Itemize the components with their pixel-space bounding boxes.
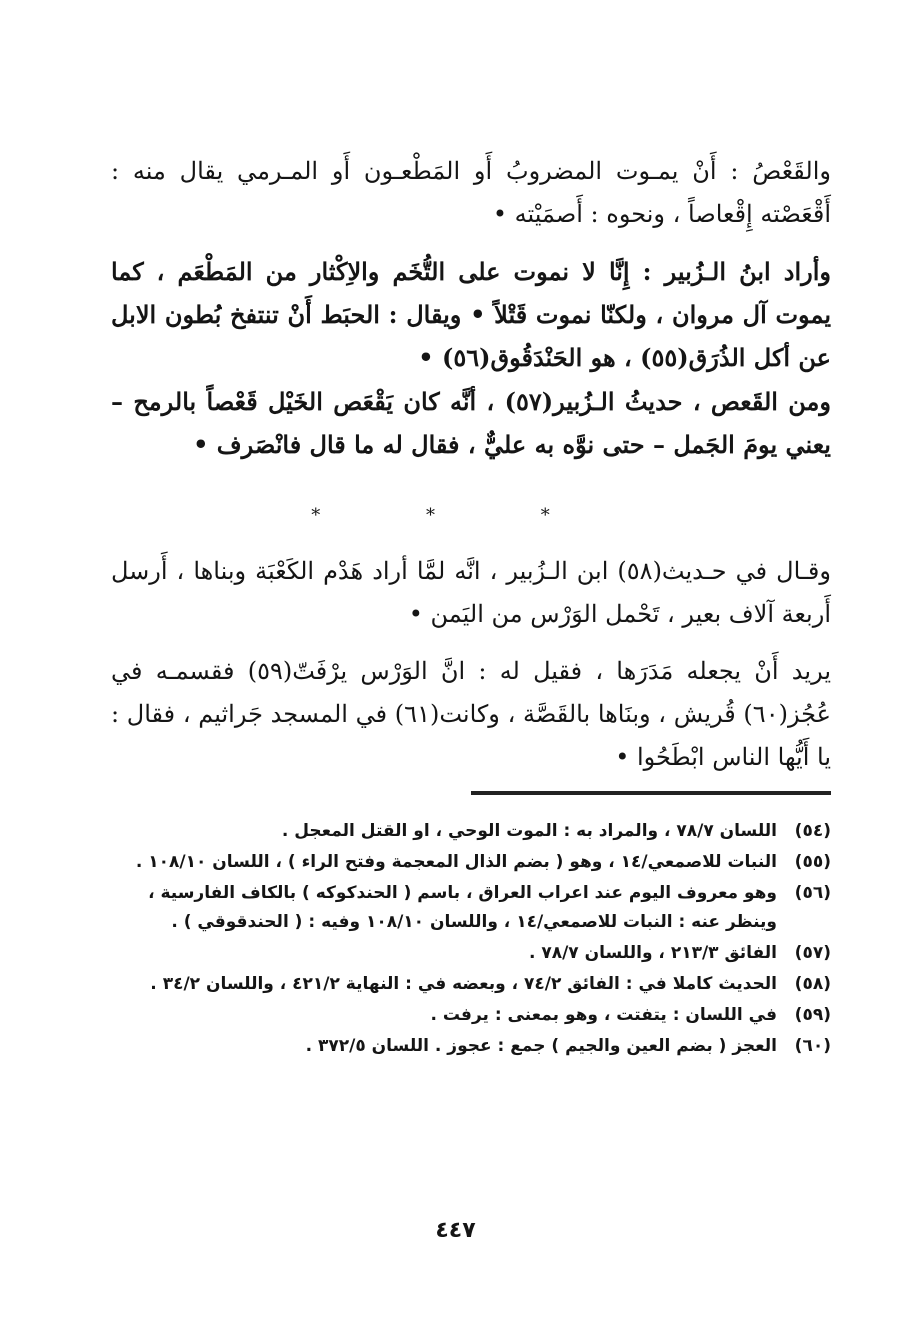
paragraph-text: وقـال في حـديث(٥٨) ابن الـزُبير ، انَّه لمَّا أراد هَدْم الكَعْبَة وبناها ، أَرسل أَربعة آلاف بعير ، تَحْمل الوَرْس من اليَمن • bbox=[111, 557, 831, 628]
footnote-text: في اللسان : يتفتت ، وهو بمعنى : يرفت . bbox=[430, 1005, 777, 1025]
footnote-number: (٦٠) bbox=[794, 1036, 831, 1056]
paragraph-kaaba-hadith bbox=[111, 550, 831, 636]
footnote-text: النبات للاصمعي/١٤ ، وهو ( بضم الذال المعجمة وفتح الراء ) ، اللسان ١٠٨/١٠ . bbox=[135, 852, 777, 872]
paragraph-text: وأراد ابنُ الـزُبير : إِنَّا لا نموت على التُّخَم والاِكْثار من المَطْعَم ، كما يموت آل مروان ، ولكنّا نموت قَتْلاً • ويقال : الحبَط أَنْ تنتفخ بُطون الابل عن أكل الذُرَق(٥٥) ، هو الحَنْدَقُوق(٥٦) • bbox=[111, 257, 831, 372]
footnote-item bbox=[111, 848, 831, 877]
footnote-text: الفائق ٢١٣/٣ ، واللسان ٧٨/٧ . bbox=[528, 943, 777, 963]
footnote-number: (٥٨) bbox=[794, 974, 831, 994]
paragraph-text: ومن القَعص ، حديثُ الـزُبير(٥٧) ، أنَّه كان يَقْعَص الخَيْل قَعْصاً بالرمح – يعني يومَ الجَمل – حتى نوَّه به عليٌّ ، فقال له ما قال فانْصَرف • bbox=[111, 387, 831, 459]
footnote-item bbox=[111, 970, 831, 999]
footnote-number: (٥٩) bbox=[794, 1005, 831, 1025]
footnote-number: (٥٥) bbox=[794, 852, 831, 872]
footnote-number: (٥٤) bbox=[794, 821, 831, 841]
footnote-text: اللسان ٧٨/٧ ، والمراد به : الموت الوحي ، او القتل المعجل . bbox=[281, 821, 777, 841]
footnote-number: (٥٦) bbox=[794, 883, 831, 903]
paragraph-text: يريد أَنْ يجعله مَدَرَها ، فقيل له : انَّ الوَرْس يرْفَتّ(٥٩) فقسمـه في عُجُز(٦٠) قُريش ، وبنَاها بالقَصَّة ، وكانت(٦١) في المسجد جَراثيم ، فقال : يا أَيُّها الناس ابْطَحُوا • bbox=[111, 657, 831, 771]
section-separator-stars: * * * bbox=[311, 505, 600, 526]
paragraph-text: والقَعْصُ : أَنْ يمـوت المضروبُ أَو المَطْعـون أَو المـرمي يقال منه : أَقْعَصْته إِقْعاصاً ، ونحوه : أَصمَيْته • bbox=[111, 157, 831, 228]
footnote-item bbox=[111, 1001, 831, 1030]
footnote-text: الحديث كاملا في : الفائق ٧٤/٢ ، وبعضه في : النهاية ٤٢١/٢ ، واللسان ٣٤/٢ . bbox=[150, 974, 777, 994]
footnotes-list bbox=[111, 817, 831, 1063]
paragraph-zubair-hadith bbox=[111, 380, 831, 466]
footnote-item bbox=[111, 1032, 831, 1061]
footnote-text: وهو معروف اليوم عند اعراب العراق ، باسم ( الحندكوكه ) بالكاف الفارسية ، وينظر عنه : النبات للاصمعي/١٤ ، واللسان ١٠٨/١٠ وفيه : ( الحندقوقي ) . bbox=[148, 883, 777, 932]
page-number: ٤٤٧ bbox=[435, 1218, 476, 1243]
footnote-item bbox=[111, 879, 831, 937]
footnote-item bbox=[111, 817, 831, 846]
paragraph-qaas-definition bbox=[111, 150, 831, 236]
footnote-text: العجز ( بضم العين والجيم ) جمع : عجوز . اللسان ٣٧٢/٥ . bbox=[305, 1036, 777, 1056]
footnote-number: (٥٧) bbox=[794, 943, 831, 963]
paragraph-wars-explanation bbox=[111, 650, 831, 779]
footnote-divider bbox=[471, 791, 831, 795]
footnote-item bbox=[111, 939, 831, 968]
paragraph-ibn-zubair-saying bbox=[111, 250, 831, 379]
